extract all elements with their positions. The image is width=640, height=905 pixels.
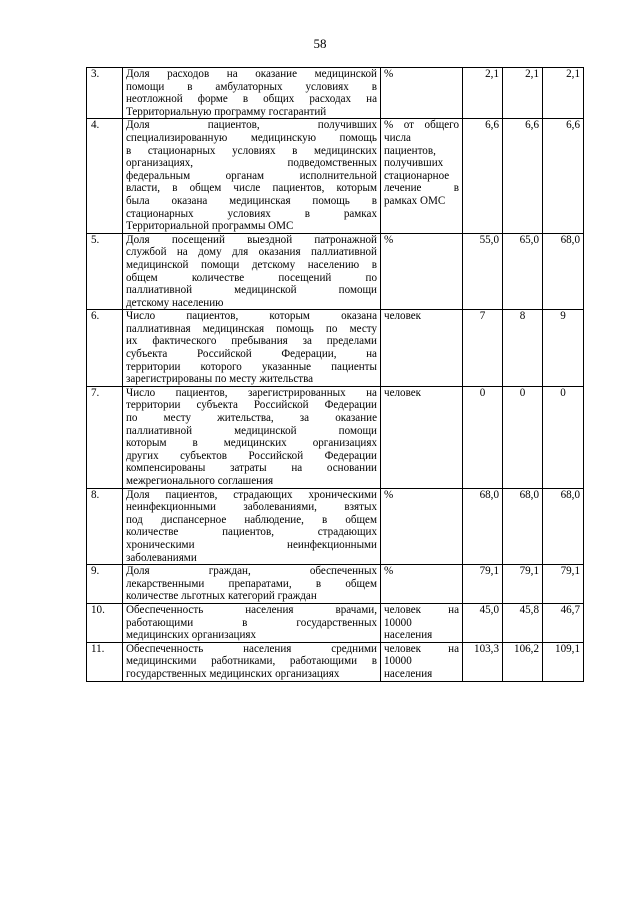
unit-of-measure bbox=[381, 565, 463, 604]
description-line: под диспансерное наблюдение, в общем bbox=[126, 513, 377, 526]
unit-of-measure bbox=[381, 68, 463, 119]
unit-of-measure bbox=[381, 310, 463, 387]
description-line: межрегионального соглашения bbox=[126, 475, 274, 487]
description-line: которым в медицинских организациях bbox=[126, 437, 377, 450]
row-number: 11. bbox=[87, 642, 123, 681]
description-line: компенсированы затраты на основании bbox=[126, 462, 377, 475]
unit-line: % bbox=[384, 68, 394, 80]
value-year-2: 8 bbox=[503, 310, 543, 387]
table-row bbox=[87, 488, 584, 565]
unit-line: % от общего bbox=[384, 119, 459, 132]
description-line: неотложной форме в общих расходах на bbox=[126, 93, 377, 106]
description-line: службой на дому для оказания паллиативной bbox=[126, 246, 377, 259]
unit-line: населения bbox=[384, 667, 433, 680]
unit-line: пациентов, bbox=[384, 144, 436, 157]
value-year-1: 0 bbox=[463, 386, 503, 488]
description-line: Доля граждан, обеспеченных bbox=[126, 565, 377, 578]
value-year-3: 6,6 bbox=[543, 119, 584, 233]
unit-of-measure bbox=[381, 233, 463, 310]
row-number: 10. bbox=[87, 603, 123, 642]
description-line: хроническими неинфекционными bbox=[126, 538, 377, 551]
description-line: других субъектов Российской Федерации bbox=[126, 449, 377, 462]
unit-line: получивших bbox=[384, 157, 444, 170]
table-body bbox=[87, 68, 584, 682]
value-year-3: 46,7 bbox=[543, 603, 584, 642]
table-row bbox=[87, 119, 584, 233]
unit-of-measure bbox=[381, 119, 463, 233]
description-line: медицинскими работниками, работающими в bbox=[126, 655, 377, 668]
indicator-description bbox=[123, 488, 381, 565]
indicator-description bbox=[123, 68, 381, 119]
description-line: Доля посещений выездной патронажной bbox=[126, 233, 377, 246]
unit-line: стационарное bbox=[384, 169, 450, 182]
value-year-2: 68,0 bbox=[503, 488, 543, 565]
description-line: организациях, подведомственных bbox=[126, 157, 377, 170]
description-line: Доля пациентов, получивших bbox=[126, 119, 377, 132]
table-row bbox=[87, 565, 584, 604]
description-line: их фактического пребывания за пределами bbox=[126, 335, 377, 348]
unit-line: человек на bbox=[384, 642, 459, 655]
unit-line: человек bbox=[384, 310, 422, 323]
indicator-description bbox=[123, 603, 381, 642]
unit-line: 10000 bbox=[384, 616, 412, 629]
value-year-3: 109,1 bbox=[543, 642, 584, 681]
description-line: Число пациентов, зарегистрированных на bbox=[126, 386, 377, 399]
description-line: помощи в амбулаторных условиях в bbox=[126, 80, 377, 93]
row-number: 9. bbox=[87, 565, 123, 604]
row-number: 7. bbox=[87, 386, 123, 488]
value-year-1: 55,0 bbox=[463, 233, 503, 310]
row-number: 4. bbox=[87, 119, 123, 233]
unit-line: лечение в bbox=[384, 182, 459, 195]
description-line: количестве льготных категорий граждан bbox=[126, 590, 317, 603]
unit-line: % bbox=[384, 488, 394, 501]
value-year-2: 2,1 bbox=[503, 68, 543, 119]
value-year-2: 6,6 bbox=[503, 119, 543, 233]
unit-line: населения bbox=[384, 629, 433, 642]
table-row bbox=[87, 603, 584, 642]
description-line: медицинских организациях bbox=[126, 629, 257, 642]
indicator-description bbox=[123, 233, 381, 310]
unit-of-measure bbox=[381, 642, 463, 681]
description-line: Доля пациентов, страдающих хроническими bbox=[126, 488, 377, 501]
row-number: 6. bbox=[87, 310, 123, 387]
indicators-table bbox=[86, 67, 584, 682]
description-line: заболеваниями bbox=[126, 551, 197, 564]
value-year-2: 79,1 bbox=[503, 565, 543, 604]
unit-line: % bbox=[384, 565, 394, 578]
description-line: общем количестве посещений по bbox=[126, 271, 377, 284]
value-year-1: 2,1 bbox=[463, 68, 503, 119]
value-year-2: 65,0 bbox=[503, 233, 543, 310]
description-line: власти, в общем числе пациентов, которым bbox=[126, 182, 377, 195]
description-line: по месту жительства, за оказание bbox=[126, 412, 377, 425]
description-line: паллиативная медицинская помощь по месту bbox=[126, 322, 377, 335]
description-line: Число пациентов, которым оказана bbox=[126, 310, 377, 323]
description-line: лекарственными препаратами, в общем bbox=[126, 577, 377, 590]
description-line: территории субъекта Российской Федерации bbox=[126, 399, 377, 412]
description-line: федеральным органам исполнительной bbox=[126, 169, 377, 182]
page-number: 58 bbox=[313, 36, 327, 51]
indicator-description bbox=[123, 642, 381, 681]
value-year-2: 45,8 bbox=[503, 603, 543, 642]
value-year-3: 68,0 bbox=[543, 233, 584, 310]
row-number: 5. bbox=[87, 233, 123, 310]
unit-line: рамках ОМС bbox=[384, 194, 446, 207]
description-line: стационарных условиях в рамках bbox=[126, 207, 377, 220]
table-row bbox=[87, 386, 584, 488]
unit-of-measure bbox=[381, 386, 463, 488]
table-row bbox=[87, 233, 584, 310]
indicator-description bbox=[123, 119, 381, 233]
unit-line: человек на bbox=[384, 603, 459, 616]
value-year-1: 79,1 bbox=[463, 565, 503, 604]
indicator-description bbox=[123, 386, 381, 488]
description-line: Обеспеченность населения средними bbox=[126, 642, 377, 655]
value-year-2: 106,2 bbox=[503, 642, 543, 681]
description-line: Территориальной программы ОМС bbox=[126, 220, 294, 233]
value-year-1: 6,6 bbox=[463, 119, 503, 233]
description-line: территории которого указанные пациенты bbox=[126, 360, 377, 373]
value-year-1: 68,0 bbox=[463, 488, 503, 565]
unit-of-measure bbox=[381, 488, 463, 565]
value-year-3: 9 bbox=[543, 310, 584, 387]
unit-of-measure bbox=[381, 603, 463, 642]
row-number: 3. bbox=[87, 68, 123, 119]
table-row bbox=[87, 68, 584, 119]
value-year-2: 0 bbox=[503, 386, 543, 488]
value-year-3: 79,1 bbox=[543, 565, 584, 604]
description-line: работающими в государственных bbox=[126, 616, 377, 629]
description-line: медицинской помощи детскому населению в bbox=[126, 258, 377, 271]
indicator-description bbox=[123, 565, 381, 604]
unit-line: % bbox=[384, 233, 394, 246]
description-line: паллиативной медицинской помощи bbox=[126, 424, 377, 437]
value-year-3: 0 bbox=[543, 386, 584, 488]
value-year-1: 45,0 bbox=[463, 603, 503, 642]
description-line: субъекта Российской Федерации, на bbox=[126, 348, 377, 361]
unit-line: человек bbox=[384, 386, 422, 399]
description-line: паллиативной медицинской помощи bbox=[126, 284, 377, 297]
description-line: неинфекционными заболеваниями, взятых bbox=[126, 501, 377, 514]
table-row bbox=[87, 642, 584, 681]
description-line: Территориальную программу госгарантий bbox=[126, 105, 327, 118]
description-line: была оказана медицинская помощь в bbox=[126, 194, 377, 207]
description-line: в стационарных условиях в медицинских bbox=[126, 144, 377, 157]
description-line: специализированную медицинскую помощь bbox=[126, 131, 377, 144]
description-line: детскому населению bbox=[126, 296, 224, 309]
description-line: государственных медицинских организациях bbox=[126, 667, 340, 680]
description-line: зарегистрированы по месту жительства bbox=[126, 373, 314, 386]
value-year-1: 103,3 bbox=[463, 642, 503, 681]
row-number: 8. bbox=[87, 488, 123, 565]
description-line: количестве пациентов, страдающих bbox=[126, 526, 377, 539]
value-year-1: 7 bbox=[463, 310, 503, 387]
unit-line: числа bbox=[384, 131, 411, 144]
unit-line: 10000 bbox=[384, 655, 412, 668]
description-line: Доля расходов на оказание медицинской bbox=[126, 68, 377, 80]
table-row bbox=[87, 310, 584, 387]
value-year-3: 68,0 bbox=[543, 488, 584, 565]
indicator-description bbox=[123, 310, 381, 387]
description-line: Обеспеченность населения врачами, bbox=[126, 603, 377, 616]
value-year-3: 2,1 bbox=[543, 68, 584, 119]
